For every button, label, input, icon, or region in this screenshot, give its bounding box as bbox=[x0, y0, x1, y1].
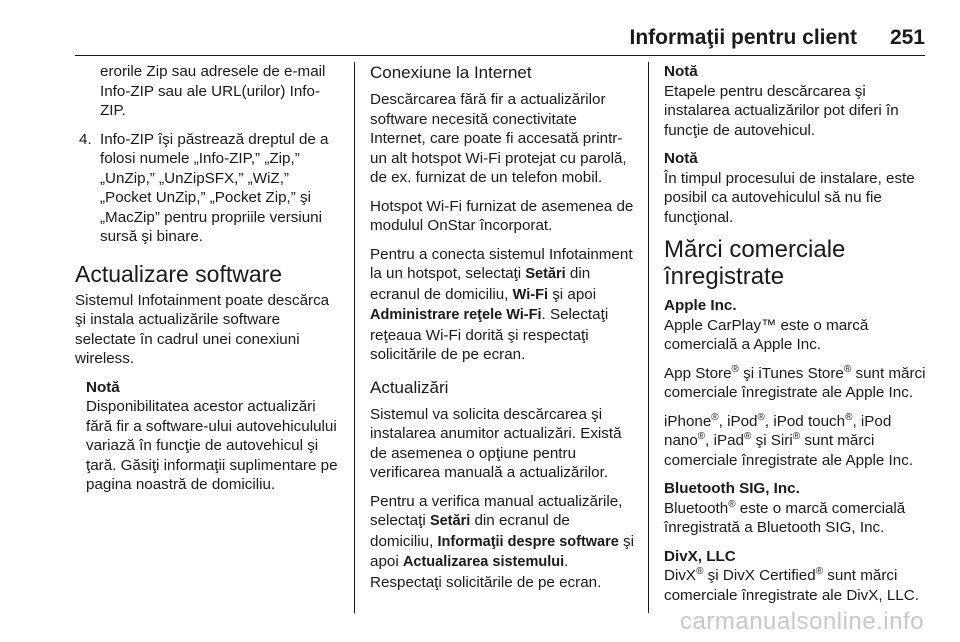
text-run: Pentru a verifica manual actualizările, selectaţi bbox=[370, 492, 623, 529]
text-run: , iPad bbox=[705, 432, 745, 449]
heading-line: Mărci comerciale bbox=[664, 236, 846, 263]
text-run: , iPod nano bbox=[664, 412, 892, 449]
paragraph bbox=[664, 499, 926, 538]
text-run: din ecranul de domiciliu, bbox=[370, 512, 570, 550]
subheading: DivX, LLC bbox=[664, 547, 736, 565]
menu-term: Administrare reţele Wi-Fi bbox=[370, 307, 542, 323]
text-run: iPhone bbox=[664, 412, 712, 430]
text-run: . Selectaţi reţeaua Wi-Fi dorită şi respectaţi solicitările de pe ecran. bbox=[370, 306, 609, 363]
section-heading: Actualizări bbox=[370, 377, 449, 397]
paragraph: Sistemul Infotainment poate descărca şi instala actualizările software selectate în cadrul unei conexiuni wireless. bbox=[75, 291, 330, 367]
header-title: Informaţii pentru client bbox=[629, 26, 857, 49]
text-run: sunt mărci comerciale înregistrate ale Apple Inc. bbox=[664, 364, 926, 401]
registered-mark: ® bbox=[728, 498, 736, 510]
text-run: Pentru a conecta sistemul Infotainment la un hotspot, selectaţi bbox=[370, 245, 633, 282]
note-box bbox=[664, 149, 926, 227]
text-run: şi DivX Certified bbox=[703, 567, 816, 584]
paragraph: Sistemul va solicita descărcarea şi instalarea anumitor actualizări. Există de asemenea o opţiune pentru verificarea manuală a actualizărilor. bbox=[370, 405, 622, 481]
paragraph bbox=[370, 492, 634, 593]
section-heading bbox=[664, 236, 926, 290]
registered-mark: ® bbox=[792, 430, 801, 442]
note-text: Etapele pentru descărcarea şi instalarea actualizărilor pot diferi în funcţie de autovehicul. bbox=[664, 82, 899, 139]
text-run: App Store bbox=[664, 364, 732, 382]
registered-mark: ® bbox=[697, 430, 706, 442]
text-run: DivX bbox=[664, 567, 697, 584]
paragraph: Apple CarPlay™ este o marcă comercială a Apple Inc. bbox=[664, 316, 869, 353]
paragraph bbox=[664, 364, 926, 403]
subheading: Apple Inc. bbox=[664, 297, 737, 314]
text-run: sunt mărci comerciale înregistrate ale DivX, LLC. bbox=[664, 567, 919, 604]
paragraph: Descărcarea fără fir a actualizărilor software necesită conectivitate Internet, care poate fi accesată printr-un alt hotspot Wi-Fi protejat cu parolă, de ex. furnizat de un telefon mobil. bbox=[370, 91, 627, 186]
note-box bbox=[664, 62, 926, 140]
text-run: şi apoi bbox=[370, 532, 635, 570]
column-right bbox=[664, 62, 926, 614]
text-run: , iPod bbox=[718, 412, 758, 430]
paragraph bbox=[664, 566, 926, 605]
note-label: Notă bbox=[664, 150, 698, 167]
registered-mark: ® bbox=[815, 565, 824, 577]
list-number: 4. bbox=[79, 130, 92, 148]
column-left bbox=[75, 62, 343, 504]
note-text: Disponibilitatea acestor actualizări fără fir a software-ului autovehiculului variază în funcţie de autovehicul şi ţară. Găsiţi informaţii suplimentare pe pagina noastră de domiciliu. bbox=[86, 398, 338, 493]
page-number: 251 bbox=[889, 26, 925, 49]
registered-mark: ® bbox=[711, 411, 719, 423]
column-divider bbox=[648, 62, 649, 613]
menu-term: Actualizarea sistemului bbox=[402, 554, 565, 570]
registered-mark: ® bbox=[845, 411, 853, 423]
text-run: şi apoi bbox=[547, 285, 597, 303]
note-label: Notă bbox=[664, 63, 698, 80]
section-heading: Actualizare software bbox=[75, 260, 283, 287]
registered-mark: ® bbox=[757, 411, 765, 423]
watermark: carmanualsonline.info bbox=[680, 608, 924, 635]
section-heading: Conexiune la Internet bbox=[370, 63, 532, 82]
text-run: şi iTunes Store bbox=[738, 364, 844, 382]
text-run: . Respectaţi solicitările de pe ecran. bbox=[370, 553, 602, 591]
column-middle bbox=[370, 62, 634, 601]
text-run: din ecranul de domiciliu, bbox=[370, 265, 591, 303]
menu-term: Setări bbox=[525, 266, 566, 282]
note-text: În timpul procesului de instalare, este posibil ca autovehiculul să nu fie funcţional. bbox=[664, 169, 915, 226]
page-header bbox=[75, 22, 925, 56]
subheading: Bluetooth SIG, Inc. bbox=[664, 480, 800, 497]
list-item-text: Info-ZIP îşi păstrează dreptul de a folosi numele „Info-ZIP,” „Zip,” „UnZip,” „UnZipSFX,” „WiZ,” „Pocket UnZip,” „Pocket Zip,” şi „MacZip” pentru propriile versiuni sursă şi binare. bbox=[100, 130, 329, 245]
paragraph: Hotspot Wi-Fi furnizat de asemenea de modulul OnStar încorporat. bbox=[370, 197, 634, 234]
paragraph bbox=[664, 412, 926, 471]
list-continuation: erorile Zip sau adresele de e-mail Info-ZIP sau ale URL(urilor) Info-ZIP. bbox=[100, 63, 326, 119]
note-box bbox=[75, 378, 343, 495]
registered-mark: ® bbox=[843, 363, 852, 375]
heading-line: înregistrate bbox=[664, 263, 785, 290]
registered-mark: ® bbox=[744, 430, 752, 442]
text-run: sunt mărci comerciale înregistrate ale Apple Inc. bbox=[664, 432, 914, 469]
column-divider bbox=[354, 62, 355, 613]
menu-term: Setări bbox=[429, 513, 471, 529]
menu-term: Informaţii despre software bbox=[437, 533, 619, 550]
paragraph bbox=[370, 245, 634, 365]
text-run: şi Siri bbox=[751, 432, 793, 449]
text-run: este o marcă comercială înregistrată a Bluetooth SIG, Inc. bbox=[664, 499, 906, 536]
text-run: , iPod touch bbox=[764, 412, 846, 430]
registered-mark: ® bbox=[696, 565, 704, 577]
registered-mark: ® bbox=[731, 363, 739, 375]
list-item bbox=[75, 130, 343, 247]
note-label: Notă bbox=[86, 378, 120, 396]
text-run: Bluetooth bbox=[664, 499, 729, 517]
menu-term: Wi-Fi bbox=[512, 286, 548, 303]
